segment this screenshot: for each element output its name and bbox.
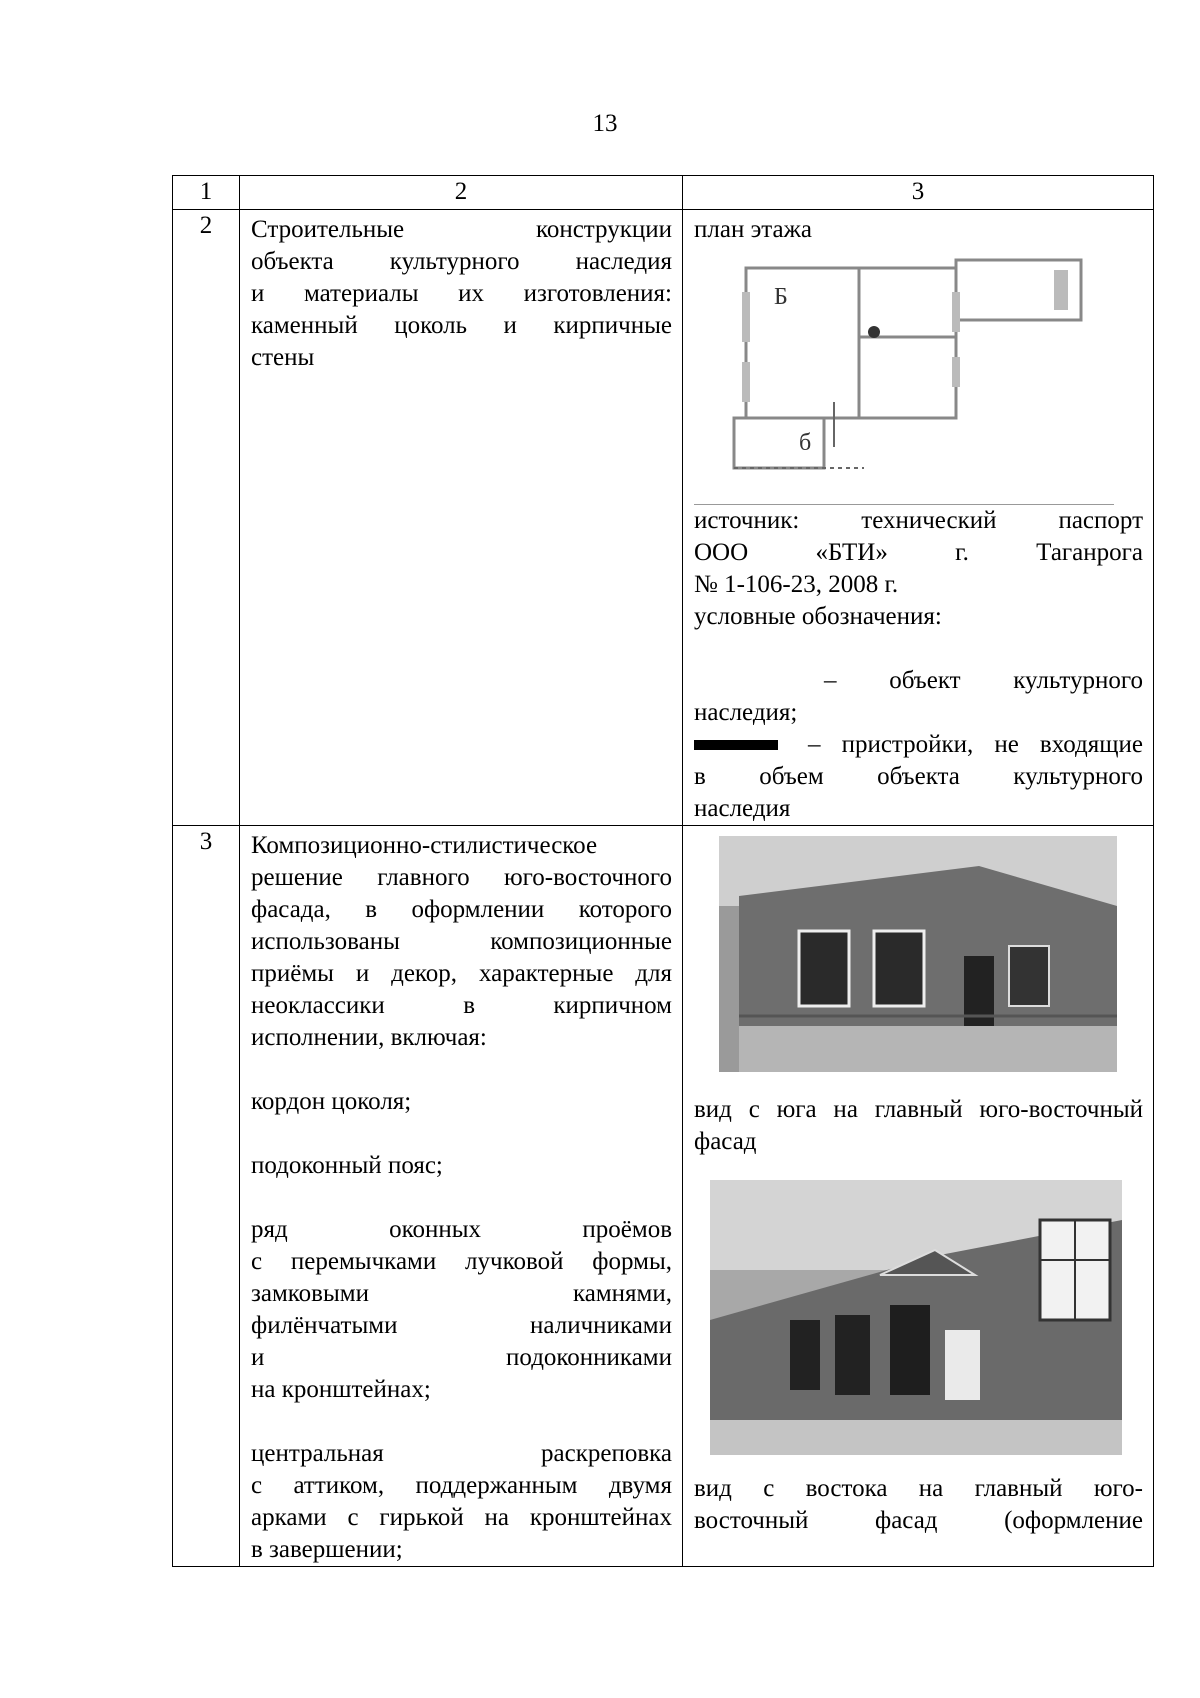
page-number: 13: [592, 110, 618, 137]
text-line: приёмы и декор, характерные для: [251, 960, 672, 987]
header-col-2: 2: [240, 176, 683, 210]
plan-room-label: б: [799, 430, 812, 456]
text-line: каменный цоколь и кирпичные: [251, 312, 672, 339]
legend-line-icon: [694, 740, 778, 750]
row-number: 2: [173, 210, 240, 826]
legend-heritage-cont: наследия;: [694, 699, 798, 726]
source-line: № 1-106-23, 2008 г.: [694, 571, 899, 598]
text-line: фасада, в оформлении которого: [251, 896, 672, 923]
facade-photo-south: [719, 836, 1117, 1072]
feature-item: ряд оконных проёмов: [251, 1216, 672, 1243]
row-number: 3: [173, 826, 240, 1567]
photo-caption: восточный фасад (оформление: [694, 1507, 1143, 1534]
feature-item: на кронштейнах;: [251, 1376, 431, 1403]
feature-item: с перемычками лучковой формы,: [251, 1248, 672, 1275]
legend-annex: [694, 729, 1143, 761]
plan-room-label: Б: [774, 284, 788, 310]
text-line: и материалы их изготовления:: [251, 280, 672, 307]
plan-title: план этажа: [694, 216, 813, 243]
facade-photo-east: [710, 1180, 1122, 1455]
legend-annex-label: – пристройки, не входящие: [808, 731, 1143, 758]
header-col-3: 3: [683, 176, 1154, 210]
table-row: [173, 210, 1154, 826]
row-illustration: [683, 826, 1154, 1567]
legend-annex-cont: в объем объекта культурного: [694, 763, 1143, 790]
feature-item: с аттиком, поддержанным двумя: [251, 1472, 672, 1499]
text-line: Композиционно-стилистическое: [251, 832, 598, 859]
text-line: использованы композиционные: [251, 928, 672, 955]
floor-plan-image: [724, 252, 1099, 492]
feature-item: кордон цоколя;: [251, 1088, 412, 1115]
text-line: решение главного юго-восточного: [251, 864, 672, 891]
photo-caption: вид с востока на главный юго-: [694, 1475, 1143, 1502]
source-line: ООО «БТИ» г. Таганрога: [694, 539, 1143, 566]
table-row: [173, 826, 1154, 1567]
source-line: источник: технический паспорт: [694, 507, 1143, 534]
row-description: [240, 826, 683, 1567]
feature-item: центральная раскреповка: [251, 1440, 672, 1467]
feature-item: филёнчатыми наличниками: [251, 1312, 672, 1339]
feature-item: и подоконниками: [251, 1344, 672, 1371]
feature-item: арками с гирькой на кронштейнах: [251, 1504, 672, 1531]
text-line: стены: [251, 344, 315, 371]
legend-annex-cont: наследия: [694, 795, 791, 822]
feature-item: замковыми камнями,: [251, 1280, 672, 1307]
row-description: [240, 210, 683, 826]
feature-item: подоконный пояс;: [251, 1152, 443, 1179]
text-line: объекта культурного наследия: [251, 248, 672, 275]
heritage-table: [172, 175, 1154, 1567]
table-header-row: [173, 176, 1154, 210]
text-line: неоклассики в кирпичном: [251, 992, 672, 1019]
legend-title: условные обозначения:: [694, 603, 942, 630]
text-line: Строительные конструкции: [251, 216, 672, 243]
legend-heritage: – объект культурного: [824, 667, 1143, 694]
text-line: исполнении, включая:: [251, 1024, 487, 1051]
header-col-1: 1: [173, 176, 240, 210]
row-illustration: [683, 210, 1154, 826]
photo-caption: фасад: [694, 1128, 757, 1155]
feature-item: в завершении;: [251, 1536, 403, 1563]
photo-caption: вид с юга на главный юго-восточный: [694, 1096, 1143, 1123]
